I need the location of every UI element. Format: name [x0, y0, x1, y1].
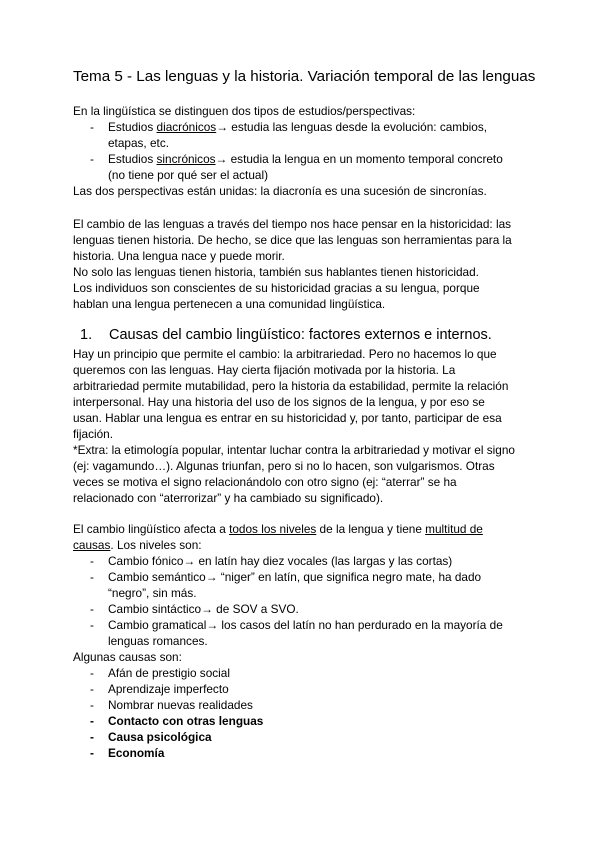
list-item-cause: [73, 665, 533, 681]
paragraph-line: veces se motiva el signo relacionándolo con otro signo (ej: “aterrar” se ha: [73, 475, 457, 489]
list-item-cause: [73, 697, 533, 713]
paragraph-line: relacionado con “aterrorizar” y ha cambiado su significado).: [73, 491, 384, 505]
list-item-cause-bold: [73, 729, 533, 745]
list-item-text: Cambio gramatical→ los casos del latín no han perdurado en la mayoría de: [108, 618, 503, 632]
levels-intro-line1: [73, 521, 533, 537]
cause-text: Afán de prestigio social: [108, 666, 230, 680]
bullet-dash: -: [90, 730, 94, 744]
bullet-dash: -: [90, 698, 94, 712]
principle-paragraph: [73, 346, 533, 506]
paragraph-line: queremos con las lenguas. Hay cierta fijación motivada por la historia. La: [73, 363, 456, 377]
list-item-text: Cambio sintáctico→ de SOV a SVO.: [108, 602, 299, 616]
paragraph-line: (ej: vagamundo…). Algunas triunfan, pero si no lo hacen, son vulgarismos. Otras: [73, 459, 495, 473]
text-run: El cambio lingüístico afecta a: [73, 522, 230, 536]
paragraph-line: lenguas tienen historia. De hecho, se dice que las lenguas son herramientas para la: [73, 233, 512, 247]
study-continuation: (no tiene por qué ser el actual): [108, 168, 269, 182]
bullet-dash: -: [90, 152, 94, 166]
levels-block: [73, 521, 533, 761]
section-heading: [80, 325, 492, 345]
cause-text: Causa psicológica: [108, 730, 212, 744]
paragraph-line: interpersonal. Hay una historia del uso de los signos de la lengua, y por eso se: [73, 395, 485, 409]
document-title: Tema 5 - Las lenguas y la historia. Variación temporal de las lenguas: [73, 68, 536, 85]
paragraph-line: Los individuos son conscientes de su historicidad gracias a su lengua, porque: [73, 281, 480, 295]
study-description: → estudia la lengua en un momento temporal concreto: [215, 152, 503, 166]
cause-text: Economía: [108, 746, 165, 760]
bullet-dash: -: [90, 570, 94, 584]
list-item-level-grammatical: [73, 617, 533, 633]
bullet-dash: -: [90, 746, 94, 760]
text-run: de la lengua y tiene: [316, 522, 426, 536]
list-item-level-grammatical-cont: [73, 633, 533, 649]
list-item-level-phonic: [73, 553, 533, 569]
bullet-dash: -: [90, 666, 94, 680]
levels-intro-line2: [73, 537, 533, 553]
term-diachronic: diacrónicos: [156, 120, 217, 134]
list-item-level-syntactic: [73, 601, 533, 617]
study-prefix: Estudios: [108, 152, 157, 166]
paragraph-line: *Extra: la etimología popular, intentar luchar contra la arbitrariedad y motivar el signo: [73, 443, 515, 457]
list-item-text: Cambio semántico→ “niger” en latín, que significa negro mate, ha dado: [108, 570, 482, 584]
study-prefix: Estudios: [108, 120, 157, 134]
cause-text: Contacto con otras lenguas: [108, 714, 264, 728]
list-item-cause: [73, 681, 533, 697]
list-item-text: “negro”, sin más.: [108, 586, 197, 600]
intro-line: En la lingüística se distinguen dos tipos de estudios/perspectivas:: [73, 104, 416, 118]
list-item-cause-bold: [73, 745, 533, 761]
bullet-dash: -: [90, 554, 94, 568]
section-title: Causas del cambio lingüístico: factores externos e internos.: [109, 327, 492, 343]
underlined-run: multitud de: [425, 522, 483, 536]
term-synchronic: sincrónicos: [156, 152, 216, 166]
section-number: 1.: [80, 327, 93, 343]
paragraph-line: El cambio de las lenguas a través del tiempo nos hace pensar en la historicidad: las: [73, 217, 512, 231]
paragraph-line: usan. Hablar una lengua es entrar en su historicidad y, por tanto, participar de esa: [73, 411, 502, 425]
bullet-dash: -: [90, 120, 94, 134]
bullet-dash: -: [90, 618, 94, 632]
paragraph-line: hablan una lengua pertenecen a una comunidad lingüística.: [73, 297, 386, 311]
list-item-level-semantic: [73, 569, 533, 585]
cause-text: Nombrar nuevas realidades: [108, 698, 253, 712]
causes-intro: Algunas causas son:: [73, 650, 182, 664]
underlined-run: causas: [73, 538, 111, 552]
study-continuation: etapas, etc.: [108, 136, 169, 150]
list-item-synchronic-cont: [73, 167, 533, 183]
history-paragraph: [73, 216, 533, 312]
bullet-dash: -: [90, 714, 94, 728]
bullet-dash: -: [90, 682, 94, 696]
underlined-run: todos los niveles: [229, 522, 317, 536]
list-item-text: lenguas romances.: [108, 634, 208, 648]
paragraph-line: historia. Una lengua nace y puede morir.: [73, 249, 285, 263]
bullet-dash: -: [90, 602, 94, 616]
paragraph-line: No solo las lenguas tienen historia, también sus hablantes tienen historicidad.: [73, 265, 479, 279]
united-line: Las dos perspectivas están unidas: la diacronía es una sucesión de sincronías.: [73, 184, 487, 198]
text-run: . Los niveles son:: [110, 538, 202, 552]
list-item-diachronic: [73, 119, 533, 135]
paragraph-line: arbitrariedad permite mutabilidad, pero la historia da estabilidad, permite la relación: [73, 379, 509, 393]
paragraph-line: fijación.: [73, 427, 113, 441]
list-item-text: Cambio fónico→ en latín hay diez vocales (las largas y las cortas): [108, 554, 453, 568]
cause-text: Aprendizaje imperfecto: [108, 682, 229, 696]
study-description: → estudia las lenguas desde la evolución: cambios,: [216, 120, 488, 134]
list-item-synchronic: [73, 151, 533, 167]
paragraph-line: Hay un principio que permite el cambio: la arbitrariedad. Pero no hacemos lo que: [73, 347, 497, 361]
list-item-cause-bold: [73, 713, 533, 729]
list-item-level-semantic-cont: [73, 585, 533, 601]
intro-block: [73, 103, 533, 199]
list-item-diachronic-cont: [73, 135, 533, 151]
